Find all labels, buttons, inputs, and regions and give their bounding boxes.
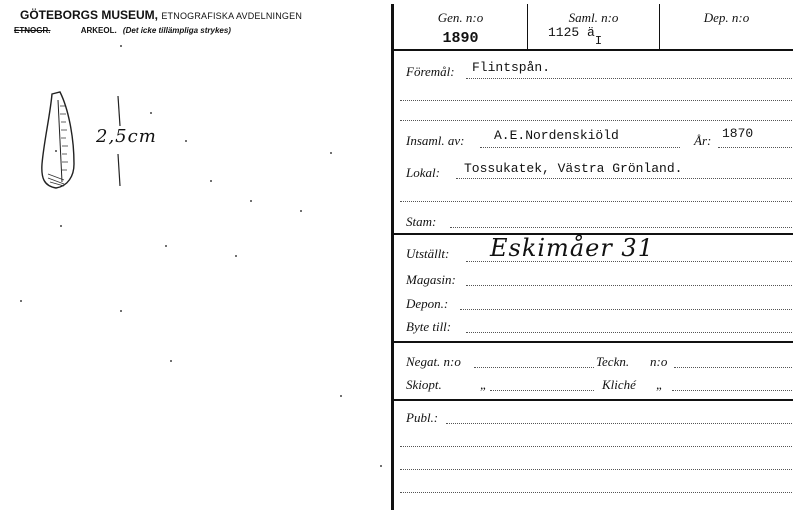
dep-label: Dep. n:o <box>703 10 750 25</box>
teckn-label: Teckn. <box>596 354 630 369</box>
sketch-measure: 2,5cm <box>96 126 157 147</box>
gen-value: 1890 <box>442 30 479 47</box>
negat-line <box>474 367 594 368</box>
teckn-line <box>674 367 792 368</box>
insaml-label: Insaml. av: <box>406 133 465 148</box>
lokal-value: Tossukatek, Västra Grönland. <box>464 161 683 176</box>
lokal-label: Lokal: <box>406 165 440 180</box>
saml-subscript: I <box>594 34 603 48</box>
publ-line-2 <box>400 446 792 447</box>
depon-label: Depon.: <box>406 296 449 311</box>
etnogr-label: ETNOGR. <box>14 26 51 35</box>
negat-label: Negat. n:o <box>406 354 461 369</box>
utstallt-line <box>466 261 792 262</box>
utstallt-label: Utställt: <box>406 246 450 261</box>
lokal-line <box>456 178 792 179</box>
section-rule-3 <box>393 399 793 401</box>
foremal-label: Föremål: <box>406 64 455 79</box>
museum-name: GÖTEBORGS MUSEUM, <box>20 8 159 22</box>
skiopt-label: Skiopt. <box>406 377 442 392</box>
department-name: ETNOGRAFISKA AVDELNINGEN <box>161 11 303 21</box>
skiopt-ditto: „ <box>480 377 488 392</box>
insaml-value: A.E.Nordenskiöld <box>494 128 619 143</box>
publ-line-3 <box>400 469 792 470</box>
saml-value <box>548 25 603 48</box>
byte-label: Byte till: <box>406 319 452 334</box>
magasin-line <box>466 285 792 286</box>
stam-label: Stam: <box>406 214 437 229</box>
publ-line <box>446 423 792 424</box>
magasin-label: Magasin: <box>406 272 456 287</box>
lokal-line-2 <box>400 201 792 202</box>
foremal-line-3 <box>400 120 792 121</box>
saml-label: Saml. n:o <box>568 10 619 25</box>
publ-label: Publ.: <box>406 410 439 425</box>
foremal-value: Flintspån. <box>472 60 551 75</box>
ar-value: 1870 <box>722 126 754 141</box>
depon-line <box>460 309 792 310</box>
saml-number: 1125 ä <box>548 25 595 40</box>
skiopt-line <box>490 390 594 391</box>
publ-line-4 <box>400 492 792 493</box>
strike-note: (Det icke tillämpliga strykes) <box>122 26 231 35</box>
insaml-line <box>480 147 680 148</box>
kliche-label: Kliché <box>602 377 636 392</box>
byte-line <box>466 332 792 333</box>
section-rule-2 <box>393 341 793 343</box>
teckn-no-label: n:o <box>650 354 668 369</box>
kliche-line <box>672 390 792 391</box>
gen-label: Gen. n:o <box>437 10 484 25</box>
kliche-ditto: „ <box>656 377 664 392</box>
utstallt-value: Eskimåer 31 <box>490 234 654 262</box>
foremal-line <box>466 78 792 79</box>
museum-header <box>20 8 302 22</box>
stam-line <box>450 227 792 228</box>
card-left-border <box>391 4 394 510</box>
ar-label: År: <box>694 133 712 148</box>
ar-line <box>718 147 792 148</box>
arkeol-label: ARKEOL. <box>80 26 117 35</box>
header-rule <box>393 49 793 51</box>
category-line <box>14 26 231 35</box>
foremal-line-2 <box>400 100 792 101</box>
